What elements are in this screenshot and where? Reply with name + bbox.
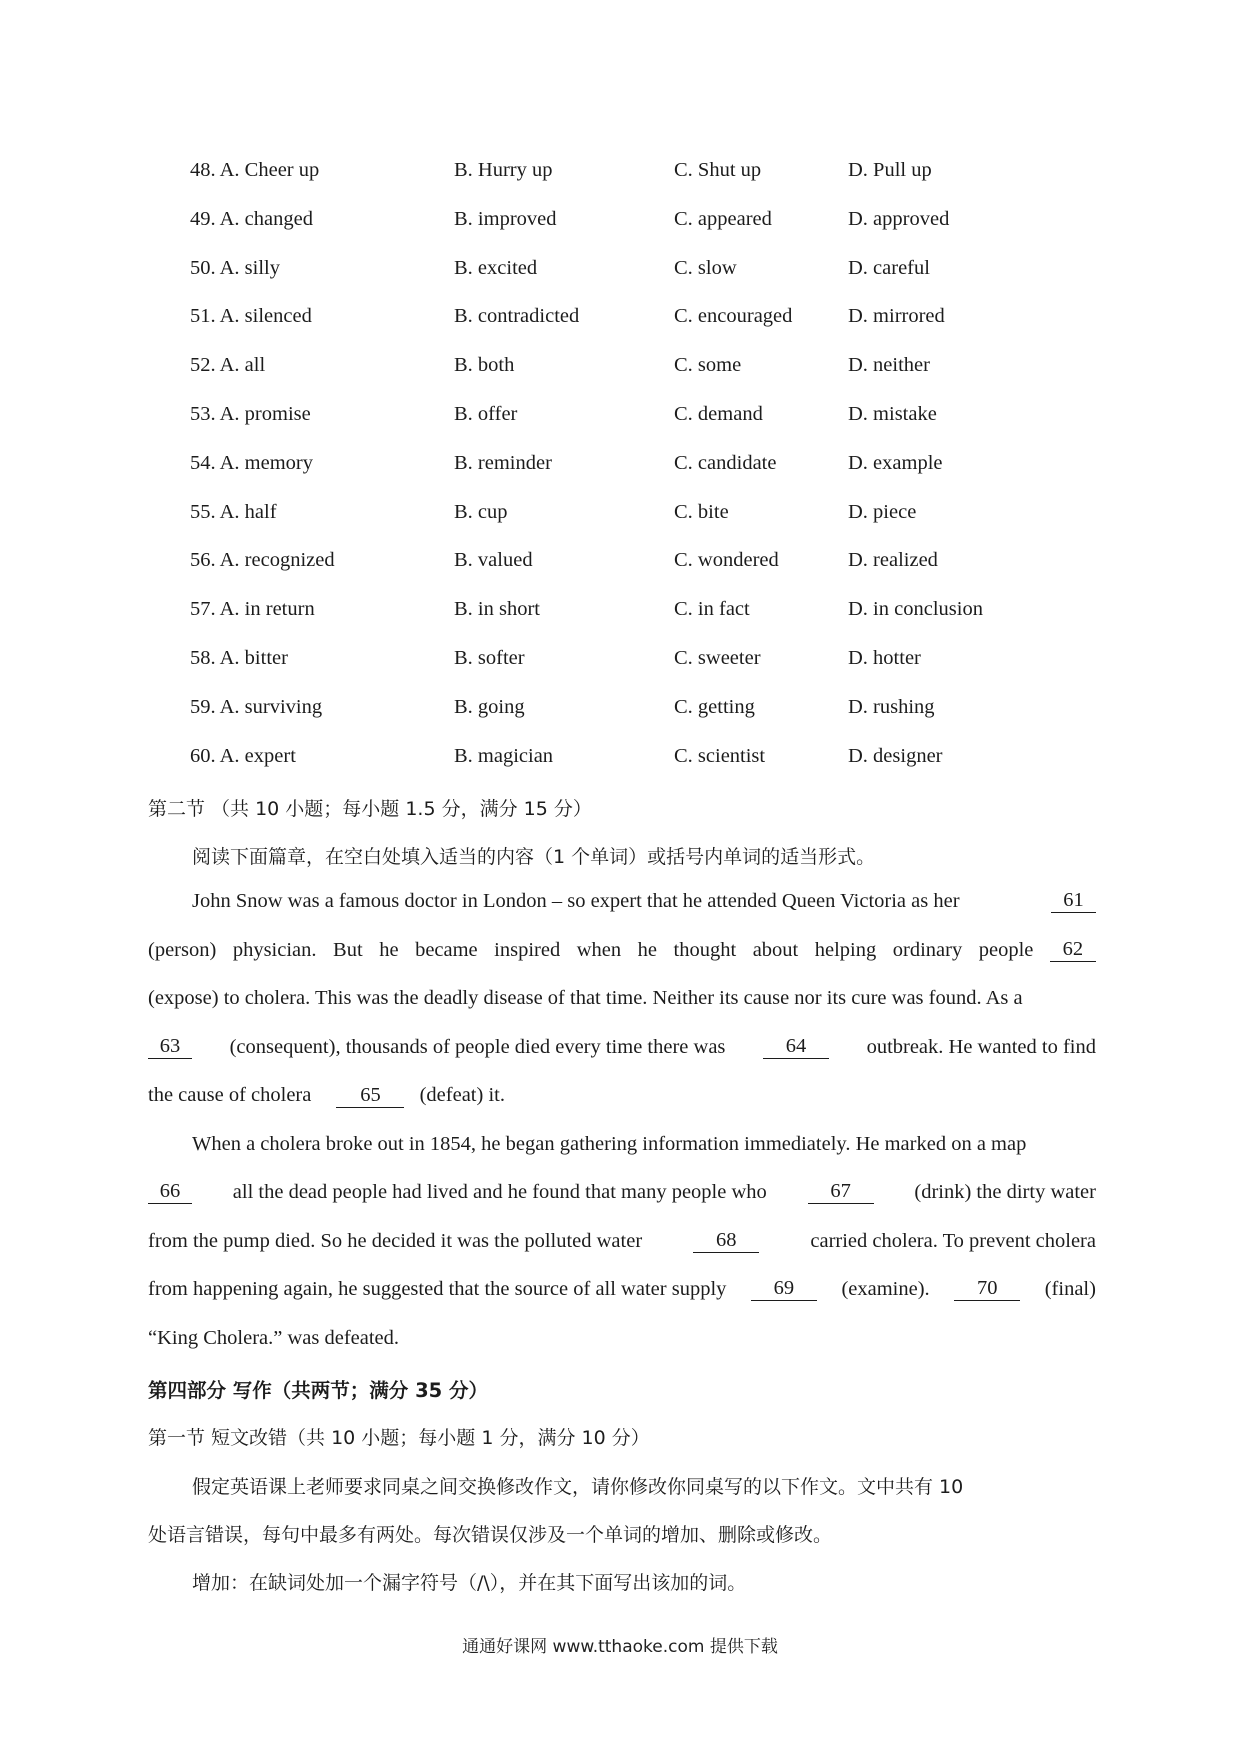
passage-word: about — [752, 939, 799, 961]
option-row — [0, 696, 1240, 736]
blank-67[interactable]: 67 — [808, 1181, 874, 1204]
option-row — [0, 598, 1240, 638]
passage-word: physician. — [232, 939, 317, 961]
blank-68[interactable]: 68 — [693, 1230, 759, 1253]
option-c: C. getting — [674, 695, 755, 718]
option-c: C. candidate — [674, 451, 777, 474]
passage-text: the cause of cholera — [148, 1084, 312, 1106]
part4-text: 假定英语课上老师要求同桌之间交换修改作文，请你修改你同桌写的以下作文。文中共有 10 — [192, 1476, 964, 1498]
option-c: C. appeared — [674, 207, 772, 230]
option-row — [0, 647, 1240, 687]
option-b: B. reminder — [454, 451, 552, 474]
blank-70[interactable]: 70 — [954, 1278, 1020, 1301]
passage-text: carried cholera. To prevent cholera — [810, 1230, 1096, 1252]
option-b: B. cup — [454, 500, 508, 523]
passage-word: thought — [673, 939, 737, 961]
passage-line-4 — [148, 1036, 1096, 1059]
footer-download-note: 通通好课网 www.tthaoke.com 提供下载 — [462, 1637, 778, 1657]
section2-instruction: 阅读下面篇章，在空白处填入适当的内容（1 个单词）或括号内单词的适当形式。 — [192, 846, 876, 868]
option-row — [0, 208, 1240, 248]
option-a: 59. A. surviving — [190, 695, 323, 718]
passage-word: helping — [814, 939, 877, 961]
option-c: C. sweeter — [674, 647, 761, 669]
part4-paragraph-1 — [192, 1472, 1096, 1499]
option-a: 53. A. promise — [190, 403, 311, 425]
option-c: C. slow — [674, 256, 737, 279]
passage-text: outbreak. He wanted to find — [866, 1036, 1096, 1058]
option-c: C. Shut up — [674, 159, 762, 181]
blank-63[interactable]: 63 — [148, 1036, 192, 1059]
option-d: D. in conclusion — [848, 598, 983, 621]
passage-line-6 — [192, 1133, 1096, 1156]
passage-text: (expose) to cholera. This was the deadly disease of that time. Neither its cause nor its cure was found. As a — [148, 987, 1023, 1009]
option-c: C. in fact — [674, 598, 750, 621]
passage-word: when — [576, 939, 622, 961]
option-c: C. scientist — [674, 744, 766, 767]
option-b: B. magician — [454, 744, 554, 767]
option-b: B. going — [454, 695, 525, 718]
option-d: D. hotter — [848, 647, 921, 669]
option-d: D. realized — [848, 549, 938, 572]
option-row — [0, 745, 1240, 785]
option-a: 48. A. Cheer up — [190, 159, 320, 181]
option-d: D. careful — [848, 256, 930, 279]
part4-heading: 第四部分 写作（共两节；满分 35 分） — [148, 1379, 489, 1402]
option-row — [0, 549, 1240, 589]
section2-heading: 第二节 （共 10 小题；每小题 1.5 分，满分 15 分） — [148, 798, 592, 820]
option-row — [0, 159, 1240, 199]
option-c: C. demand — [674, 403, 763, 425]
blank-66[interactable]: 66 — [148, 1181, 192, 1204]
passage-text: from happening again, he suggested that the source of all water supply — [148, 1278, 727, 1300]
blank-65[interactable]: 65 — [336, 1085, 404, 1108]
passage-word: (person) — [148, 939, 217, 961]
blank-61[interactable]: 61 — [1051, 890, 1096, 913]
option-c: C. encouraged — [674, 305, 793, 328]
blank-69[interactable]: 69 — [751, 1278, 817, 1301]
passage-line-5 — [148, 1084, 505, 1108]
part4-paragraph-1-cont: 处语言错误，每句中最多有两处。每次错误仅涉及一个单词的增加、删除或修改。 — [148, 1524, 833, 1546]
passage-line-10: “King Cholera.” was defeated. — [148, 1327, 400, 1349]
passage-word: ordinary — [892, 939, 963, 961]
passage-text: from the pump died. So he decided it was the polluted water — [148, 1230, 643, 1252]
option-d: D. rushing — [848, 695, 935, 718]
passage-word: But — [333, 939, 363, 961]
part4-section1-heading: 第一节 短文改错（共 10 小题；每小题 1 分，满分 10 分） — [148, 1427, 650, 1449]
option-b: B. valued — [454, 549, 533, 572]
option-c: C. bite — [674, 500, 729, 523]
passage-text: all the dead people had lived and he found that many people who — [232, 1181, 767, 1203]
option-row — [0, 452, 1240, 492]
option-d: D. designer — [848, 744, 943, 767]
option-a: 50. A. silly — [190, 256, 280, 279]
option-row — [0, 257, 1240, 297]
option-d: D. piece — [848, 500, 917, 523]
option-b: B. Hurry up — [454, 159, 553, 181]
option-d: D. Pull up — [848, 159, 932, 181]
option-d: D. example — [848, 451, 943, 474]
option-a: 51. A. silenced — [190, 305, 312, 328]
passage-word: inspired — [494, 939, 561, 961]
option-d: D. approved — [848, 207, 950, 230]
option-row — [0, 354, 1240, 394]
option-row — [0, 305, 1240, 345]
passage-line-2 — [148, 939, 1096, 962]
passage-line-1 — [148, 890, 1096, 913]
option-b: B. softer — [454, 647, 525, 669]
option-b: B. improved — [454, 207, 557, 230]
option-b: B. excited — [454, 256, 538, 279]
option-row — [0, 403, 1240, 443]
option-a: 60. A. expert — [190, 744, 296, 767]
passage-text: John Snow was a famous doctor in London – so expert that he attended Queen Victoria as her — [192, 890, 960, 912]
blank-64[interactable]: 64 — [763, 1036, 829, 1059]
option-c: C. some — [674, 354, 742, 377]
passage-word: became — [415, 939, 478, 961]
passage-text: When a cholera broke out in 1854, he began gathering information immediately. He marked on a map — [192, 1133, 1027, 1155]
passage-line-3 — [148, 987, 1096, 1010]
option-a: 55. A. half — [190, 500, 277, 523]
option-c: C. wondered — [674, 549, 779, 572]
passage-word: he — [637, 939, 658, 961]
passage-line-7 — [148, 1181, 1096, 1204]
option-b: B. in short — [454, 598, 540, 621]
option-a: 52. A. all — [190, 354, 266, 377]
option-a: 56. A. recognized — [190, 549, 335, 572]
passage-line-8 — [148, 1230, 1096, 1253]
passage-text: (consequent), thousands of people died every time there was — [229, 1036, 726, 1058]
passage-line-9 — [148, 1278, 1096, 1301]
passage-text: (examine). — [841, 1278, 930, 1300]
option-d: D. mirrored — [848, 305, 945, 328]
option-b: B. contradicted — [454, 305, 580, 328]
option-b: B. offer — [454, 403, 518, 425]
passage-text: (drink) the dirty water — [914, 1181, 1096, 1203]
passage-text: (final) — [1044, 1278, 1096, 1300]
option-a: 49. A. changed — [190, 207, 313, 230]
option-a: 54. A. memory — [190, 451, 313, 474]
option-d: D. mistake — [848, 403, 937, 425]
option-row — [0, 501, 1240, 541]
option-a: 57. A. in return — [190, 598, 315, 621]
passage-text: (defeat) it. — [419, 1084, 505, 1106]
option-b: B. both — [454, 354, 515, 377]
option-d: D. neither — [848, 354, 930, 377]
passage-word: he — [379, 939, 399, 961]
blank-62[interactable]: 62 — [1050, 939, 1096, 962]
part4-paragraph-2: 增加：在缺词处加一个漏字符号（/\），并在其下面写出该加的词。 — [192, 1572, 747, 1594]
option-a: 58. A. bitter — [190, 647, 288, 669]
passage-word: people — [978, 939, 1034, 961]
